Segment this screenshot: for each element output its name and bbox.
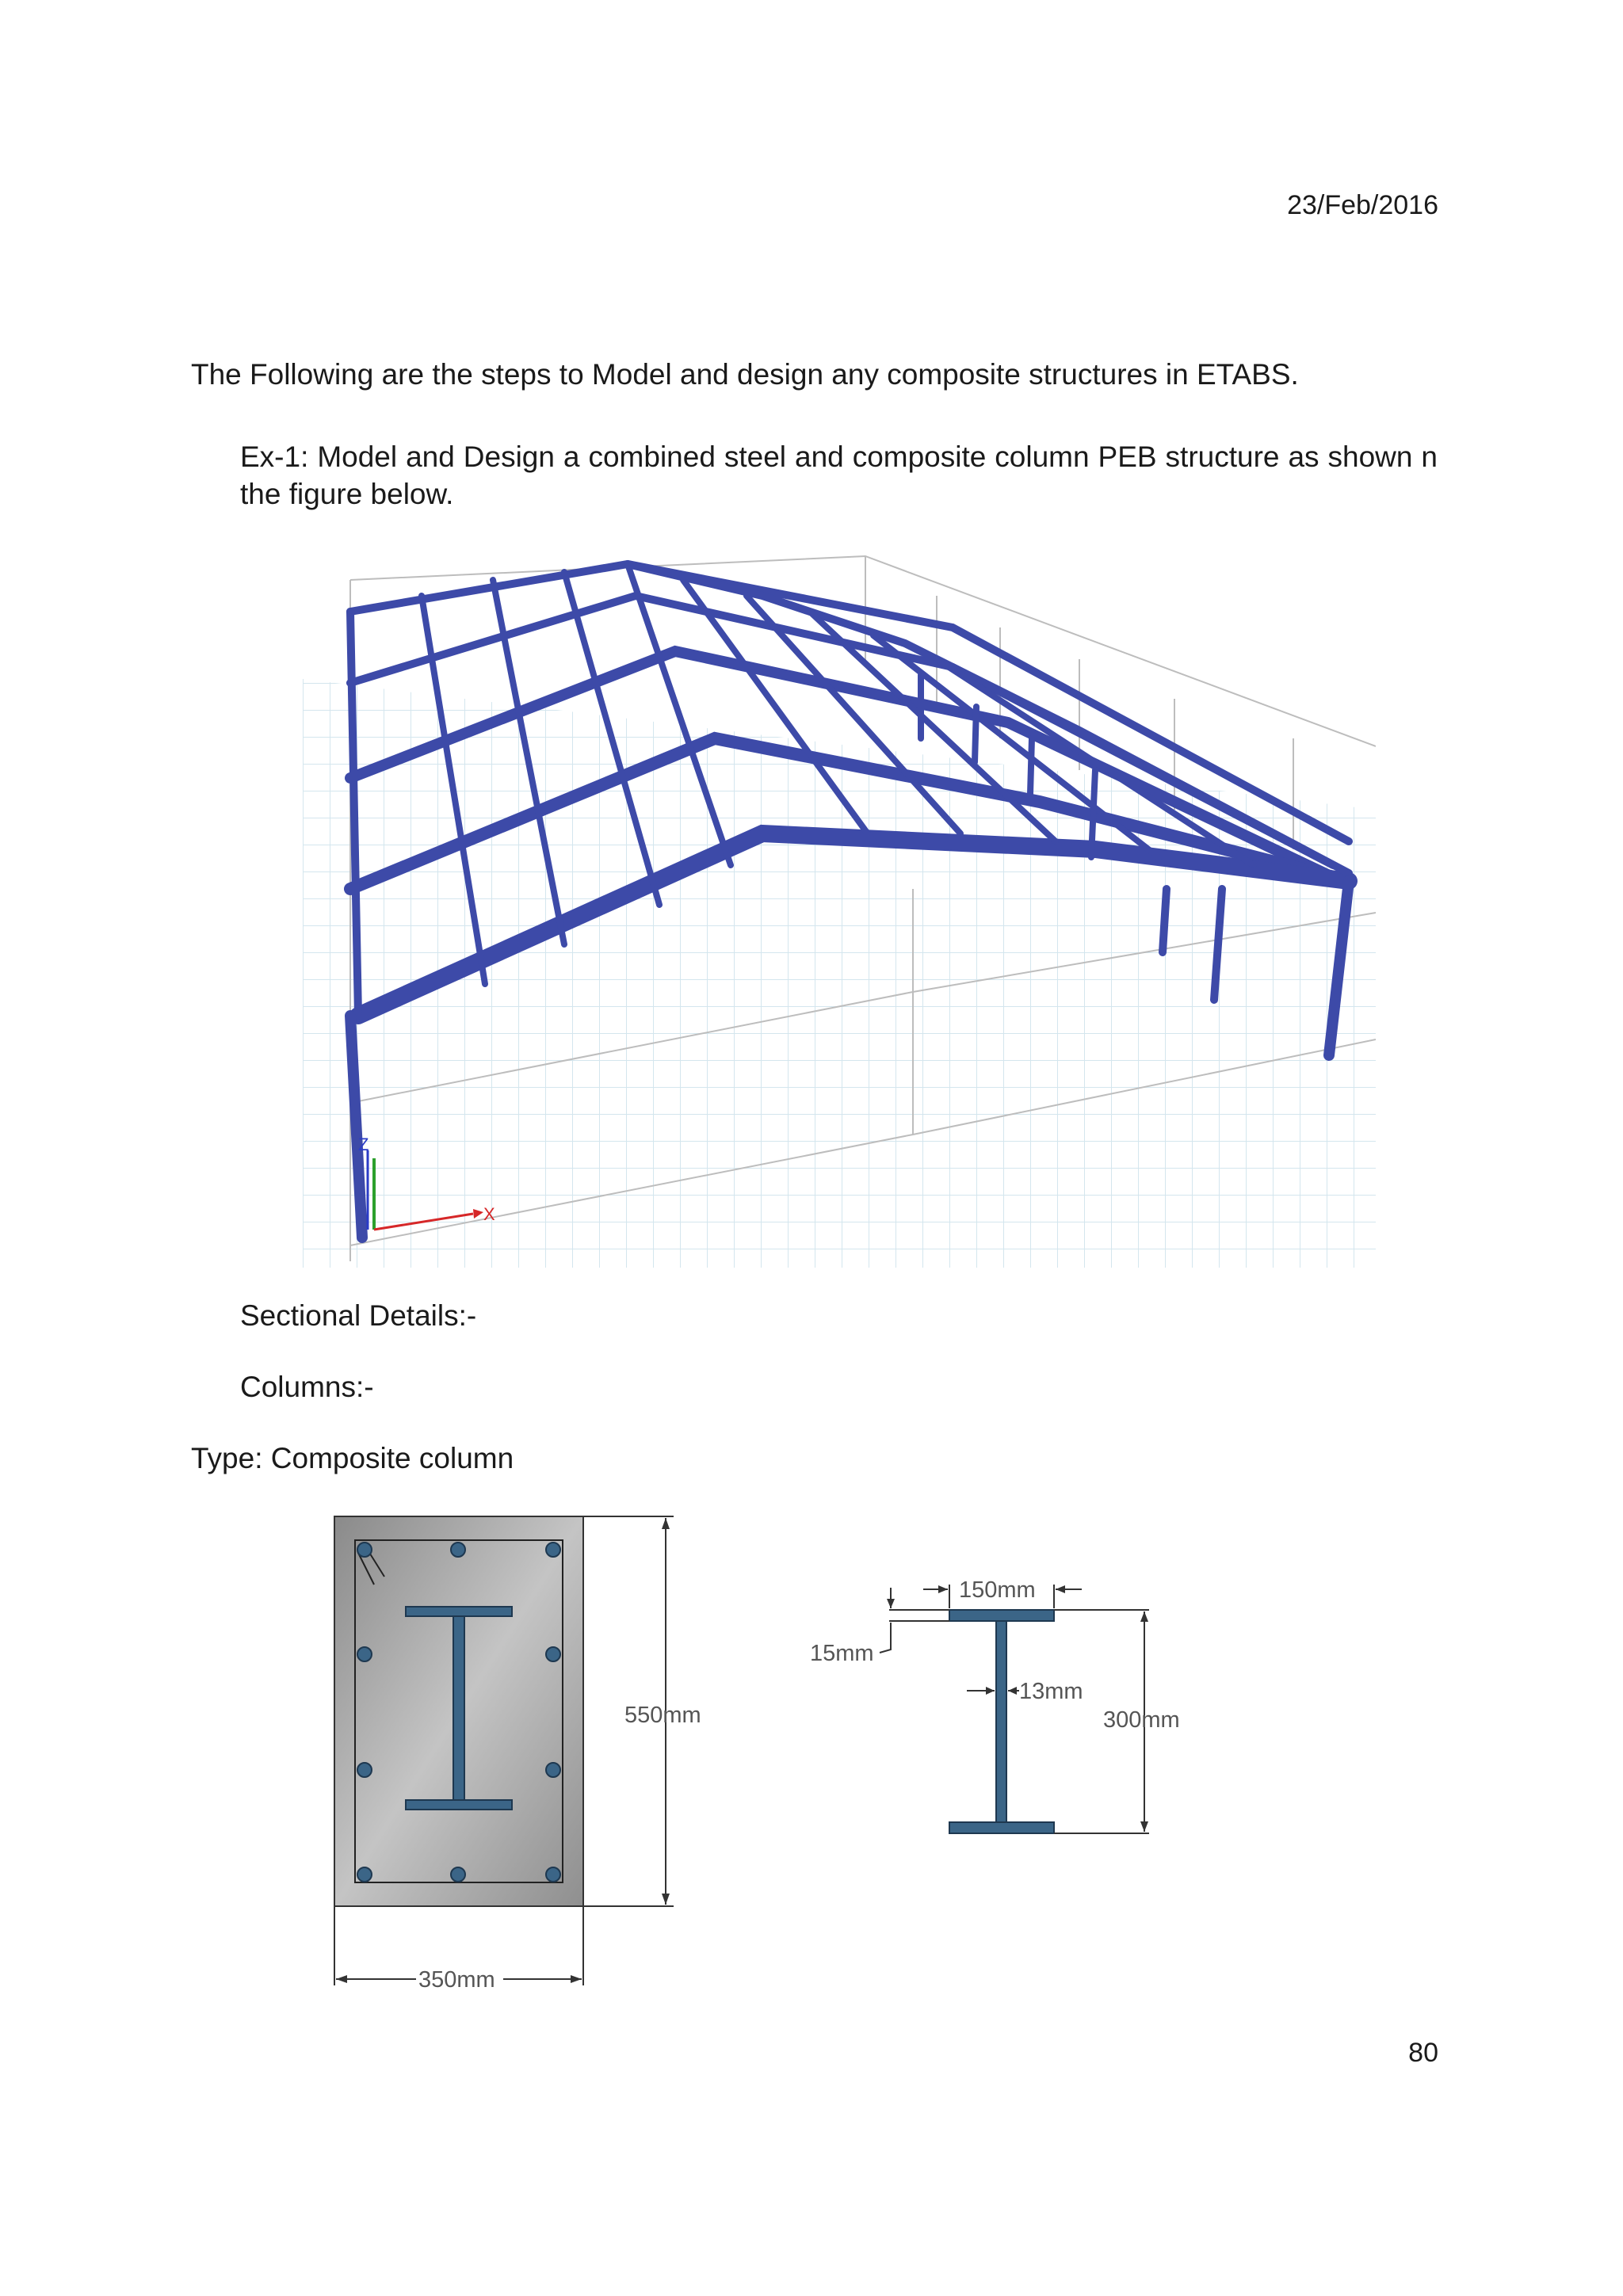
header-date: 23/Feb/2016	[1287, 190, 1438, 220]
flange-thickness-label: 15mm	[810, 1641, 874, 1666]
axis-z-label: Z	[358, 1135, 369, 1154]
composite-column-section-figure	[325, 1505, 1212, 1997]
sectional-details-heading: Sectional Details:-	[240, 1299, 477, 1332]
page-number: 80	[1408, 2038, 1438, 2068]
steel-i-section	[949, 1610, 1054, 1833]
height-dimension-label: 550mm	[624, 1703, 701, 1728]
columns-heading: Columns:-	[240, 1371, 374, 1403]
intro-paragraph: The Following are the steps to Model and design any composite structures in ETABS.	[191, 358, 1299, 391]
steel-depth-label: 300mm	[1103, 1707, 1180, 1733]
width-dimension-label: 350mm	[418, 1967, 495, 1993]
example-paragraph: Ex-1: Model and Design a combined steel and composite column PEB structure as shown n the figure below.	[240, 441, 1438, 510]
etabs-3d-model-figure	[303, 548, 1376, 1268]
web-thickness-label: 13mm	[1019, 1679, 1083, 1704]
flange-width-label: 150mm	[959, 1577, 1036, 1603]
axis-x-label: X	[483, 1204, 495, 1224]
column-type-text: Type: Composite column	[191, 1442, 514, 1474]
